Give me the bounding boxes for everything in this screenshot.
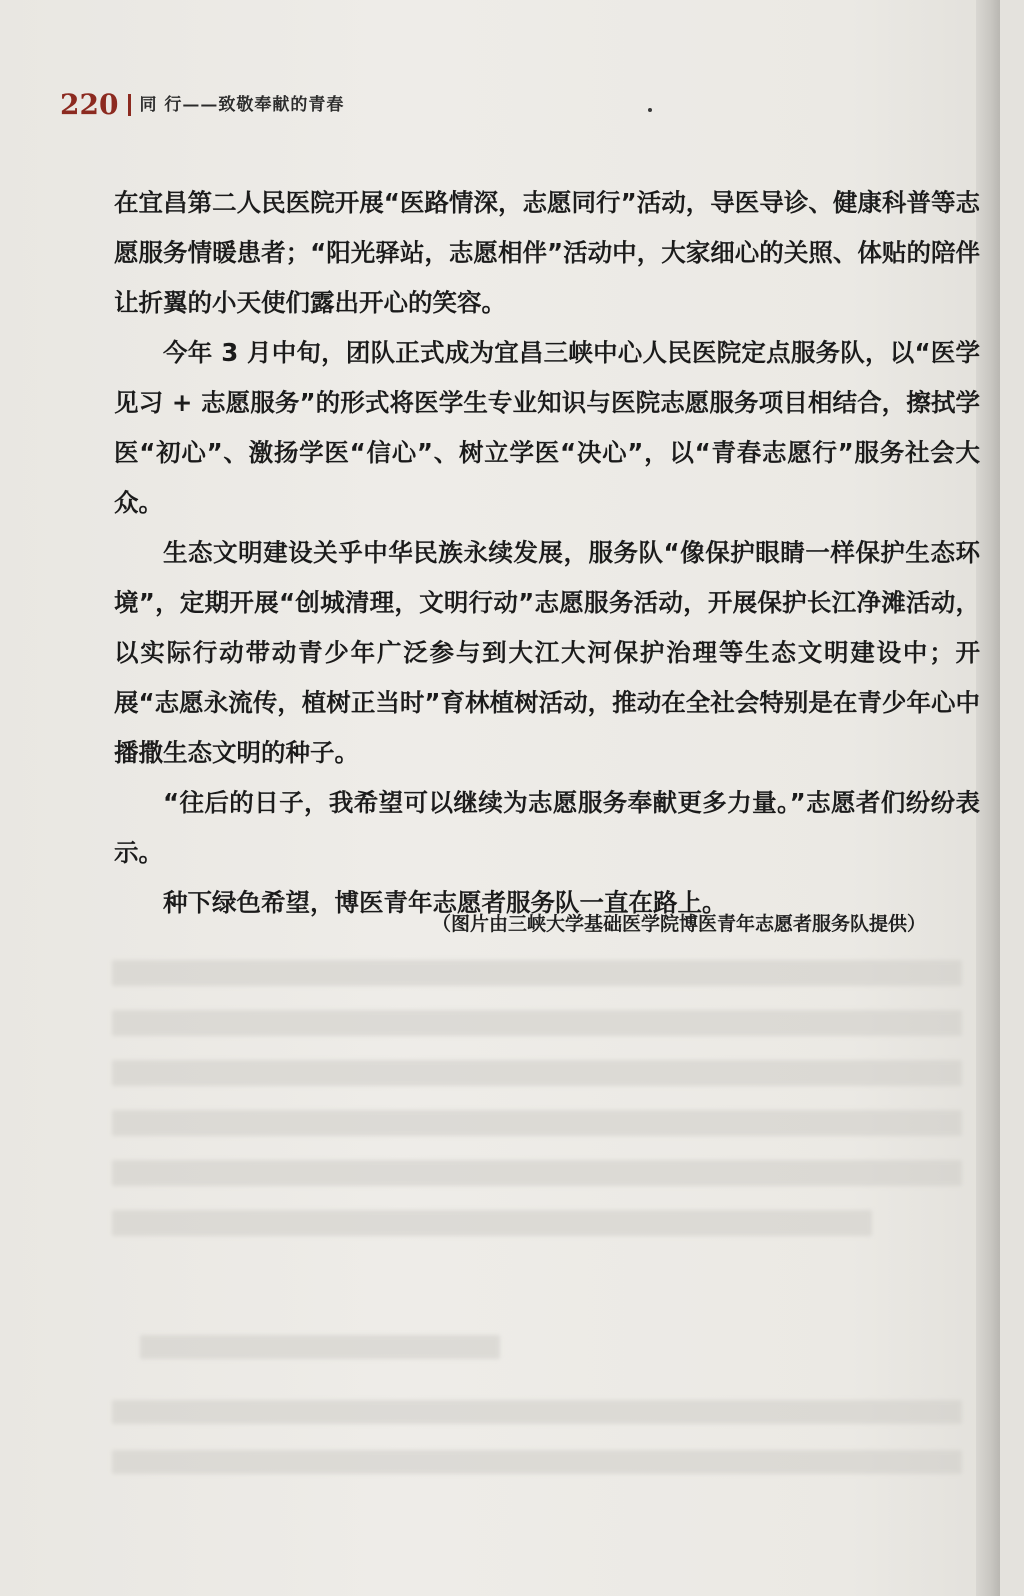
paragraph-5: 种下绿色希望，博医青年志愿者服务队一直在路上。 xyxy=(163,888,727,917)
bleed-through-shadow xyxy=(112,960,962,986)
photo-credit: （图片由三峡大学基础医学院博医青年志愿者服务队提供） xyxy=(431,913,926,935)
bleed-through-shadow xyxy=(140,1335,500,1359)
bleed-through-shadow xyxy=(112,1450,962,1474)
body-text xyxy=(114,178,980,928)
paragraph-3: 生态文明建设关乎中华民族永续发展，服务队“像保护眼睛一样保护生态环境”，定期开展“创城清理，文明行动”志愿服务活动，开展保护长江净滩活动，以实际行动带动青少年广泛参与到大江大河保护治理等生态文明建设中；开展“志愿永流传，植树正当时”育林植树活动，推动在全社会特别是在青少年心中播撒生态文明的种子。 xyxy=(114,538,980,767)
book-title: 同 行——致敬奉献的青春 xyxy=(139,95,345,115)
header-divider xyxy=(128,94,131,116)
bleed-through-shadow xyxy=(112,1110,962,1136)
bleed-through-shadow xyxy=(112,1400,962,1424)
bleed-through-shadow xyxy=(112,1160,962,1186)
page-number: 220 xyxy=(60,88,119,121)
header-dot xyxy=(648,108,652,112)
bleed-through-shadow xyxy=(112,1210,872,1236)
paragraph-2: 今年 3 月中旬，团队正式成为宜昌三峡中心人民医院定点服务队，以“医学见习 + 志愿服务”的形式将医学生专业知识与医院志愿服务项目相结合，擦拭学医“初心”、激扬学医“信心”、树立学医“决心”，以“青春志愿行”服务社会大众。 xyxy=(114,338,980,517)
running-header xyxy=(60,84,344,120)
bleed-through-shadow xyxy=(112,1010,962,1036)
paragraph-1: 在宜昌第二人民医院开展“医路情深，志愿同行”活动，导医导诊、健康科普等志愿服务情暖患者；“阳光驿站，志愿相伴”活动中，大家细心的关照、体贴的陪伴让折翼的小天使们露出开心的笑容。 xyxy=(114,188,980,317)
paragraph-4: “往后的日子，我希望可以继续为志愿服务奉献更多力量。”志愿者们纷纷表示。 xyxy=(114,788,980,867)
bleed-through-shadow xyxy=(112,1060,962,1086)
